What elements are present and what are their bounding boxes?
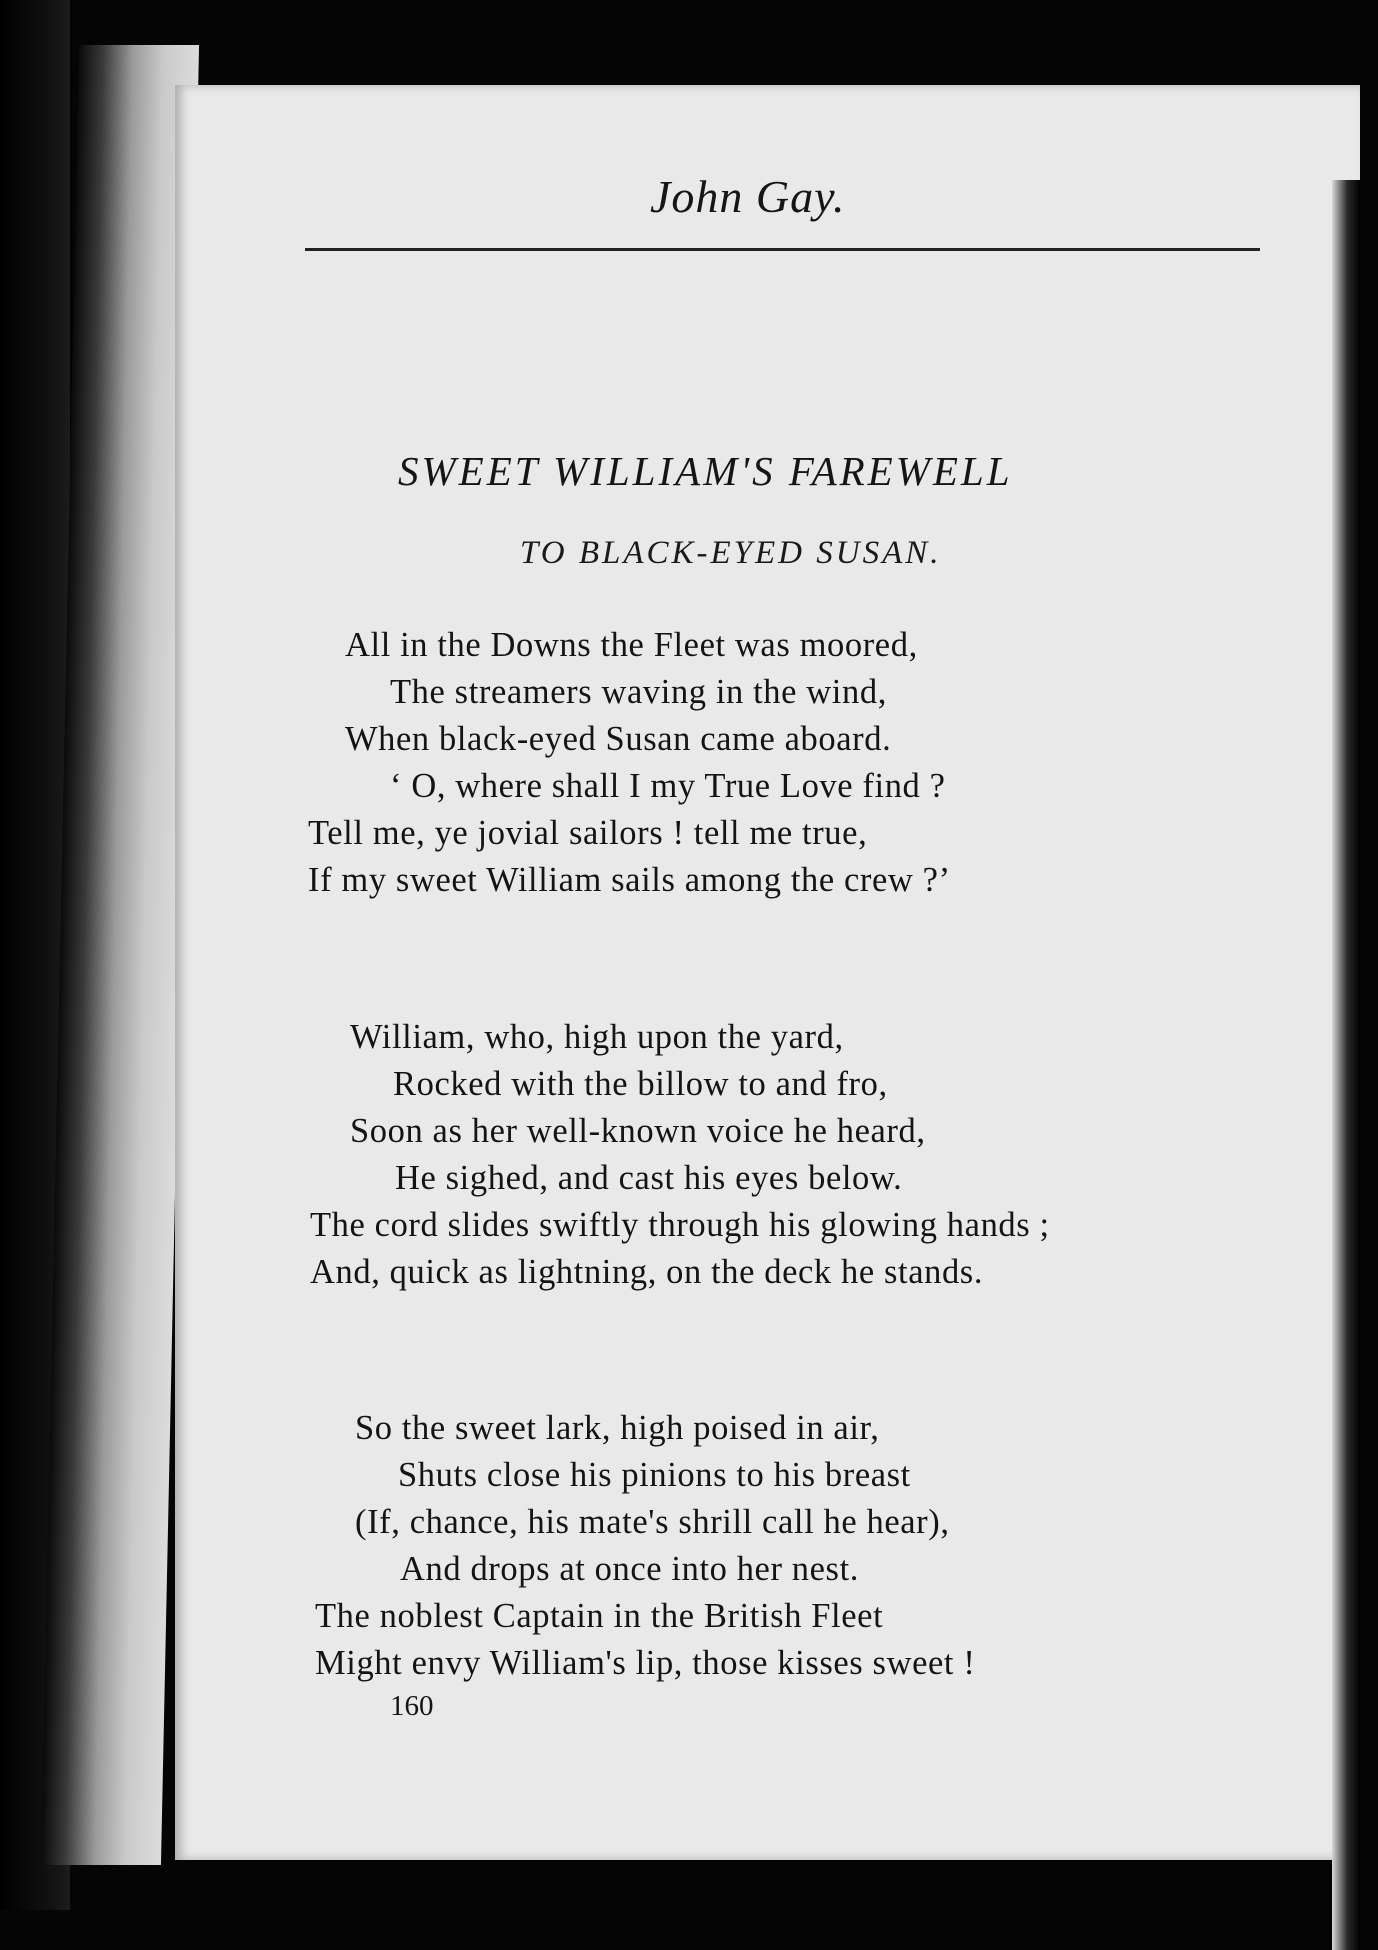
stanza-3-line-2: Shuts close his pinions to his breast — [398, 1456, 911, 1494]
page-right-edge — [1332, 180, 1360, 1950]
stanza-1-line-5: Tell me, ye jovial sailors ! tell me true, — [308, 814, 868, 852]
page-number: 160 — [390, 1690, 434, 1722]
stanza-3-line-6: Might envy William's lip, those kisses sweet ! — [315, 1644, 976, 1682]
stanza-1-line-1: All in the Downs the Fleet was moored, — [345, 626, 918, 664]
stanza-3-line-3: (If, chance, his mate's shrill call he hear), — [355, 1503, 950, 1541]
stanza-1-line-4: ‘ O, where shall I my True Love find ? — [390, 767, 946, 805]
stanza-2-line-2: Rocked with the billow to and fro, — [393, 1065, 888, 1103]
running-head: John Gay. — [650, 171, 846, 222]
stanza-2-line-3: Soon as her well-known voice he heard, — [350, 1112, 926, 1150]
stanza-1-line-6: If my sweet William sails among the crew ?’ — [308, 861, 951, 899]
stanza-2-line-5: The cord slides swiftly through his glowing hands ; — [310, 1206, 1050, 1244]
stanza-2-line-6: And, quick as lightning, on the deck he stands. — [310, 1253, 984, 1291]
stanza-2-line-4: He sighed, and cast his eyes below. — [395, 1159, 903, 1197]
stanza-3-line-5: The noblest Captain in the British Fleet — [315, 1597, 884, 1635]
stanza-3-line-1: So the sweet lark, high poised in air, — [355, 1409, 880, 1447]
poem-title: SWEET WILLIAM'S FAREWELL — [398, 448, 1013, 494]
stanza-3-line-4: And drops at once into her nest. — [400, 1550, 859, 1588]
stanza-2-line-1: William, who, high upon the yard, — [350, 1018, 844, 1056]
book-page — [175, 85, 1360, 1860]
header-rule — [305, 248, 1260, 251]
stanza-1-line-3: When black-eyed Susan came aboard. — [345, 720, 892, 758]
stanza-1-line-2: The streamers waving in the wind, — [390, 673, 887, 711]
poem-subtitle: TO BLACK-EYED SUSAN. — [520, 535, 942, 571]
